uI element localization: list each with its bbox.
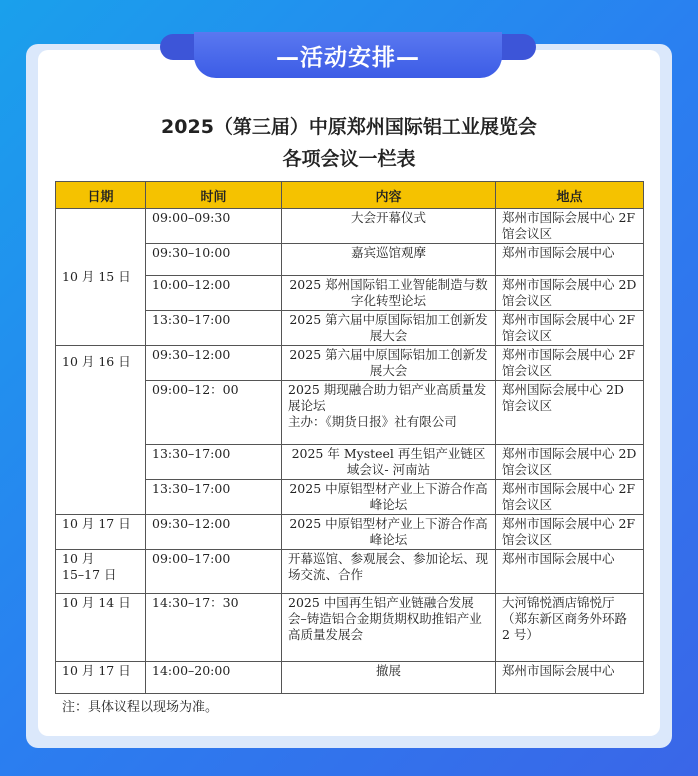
date-cell: 10 月 15–17 日	[56, 550, 146, 594]
table-row	[56, 515, 644, 550]
time-cell: 10:00–12:00	[146, 276, 282, 311]
header-time: 时间	[146, 182, 282, 209]
date-cell: 10 月 15 日	[56, 209, 146, 346]
content-cell: 大会开幕仪式	[282, 209, 496, 244]
time-cell: 09:30–12:00	[146, 515, 282, 550]
place-cell: 郑州市国际会展中心 2F 馆会议区	[496, 209, 644, 244]
content-cell: 嘉宾巡馆观摩	[282, 244, 496, 276]
place-cell: 郑州市国际会展中心 2D 馆会议区	[496, 445, 644, 480]
header-place: 地点	[496, 182, 644, 209]
content-cell: 2025 第六届中原国际铝加工创新发展大会	[282, 346, 496, 381]
time-cell: 14:00–20:00	[146, 662, 282, 694]
table-header-row	[56, 182, 644, 209]
place-cell: 郑州市国际会展中心	[496, 244, 644, 276]
time-cell: 09:00–17:00	[146, 550, 282, 594]
content-cell: 2025 年 Mysteel 再生铝产业链区域会议- 河南站	[282, 445, 496, 480]
time-cell: 13:30–17:00	[146, 445, 282, 480]
content-cell: 2025 郑州国际铝工业智能制造与数字化转型论坛	[282, 276, 496, 311]
content-cell: 撤展	[282, 662, 496, 694]
table-row	[56, 594, 644, 662]
time-cell: 13:30–17:00	[146, 480, 282, 515]
date-cell: 10 月 16 日	[56, 346, 146, 515]
time-cell: 13:30–17:00	[146, 311, 282, 346]
place-cell: 郑州市国际会展中心 2F 馆会议区	[496, 480, 644, 515]
content-cell: 2025 中国再生铝产业链融合发展会–铸造铝合金期货期权助推铝产业高质量发展会	[282, 594, 496, 662]
place-cell: 郑州市国际会展中心 2F 馆会议区	[496, 311, 644, 346]
place-cell: 郑州市国际会展中心 2F 馆会议区	[496, 515, 644, 550]
schedule-table	[55, 181, 644, 694]
content-cell: 2025 期现融合助力铝产业高质量发展论坛 主办：《期货日报》社有限公司	[282, 381, 496, 445]
time-cell: 09:30–10:00	[146, 244, 282, 276]
page-subtitle: 各项会议一栏表	[282, 148, 416, 170]
content-cell: 2025 中原铝型材产业上下游合作高峰论坛	[282, 480, 496, 515]
place-cell: 郑州市国际会展中心	[496, 662, 644, 694]
place-cell: 郑州市国际会展中心 2F 馆会议区	[496, 346, 644, 381]
footnote: 注：具体议程以现场为准。	[62, 700, 219, 715]
content-cell: 开幕巡馆、参观展会、参加论坛、现场交流、合作	[282, 550, 496, 594]
page-title: 2025（第三届）中原郑州国际铝工业展览会	[161, 116, 537, 138]
header-content: 内容	[282, 182, 496, 209]
place-cell: 郑州市国际会展中心	[496, 550, 644, 594]
place-cell: 郑州国际会展中心 2D 馆会议区	[496, 381, 644, 445]
table-row	[56, 662, 644, 694]
date-cell: 10 月 17 日	[56, 515, 146, 550]
place-cell: 大河锦悦酒店锦悦厅（郑东新区商务外环路 2 号）	[496, 594, 644, 662]
time-cell: 14:30–17：30	[146, 594, 282, 662]
header-date: 日期	[56, 182, 146, 209]
time-cell: 09:00–12：00	[146, 381, 282, 445]
time-cell: 09:00–09:30	[146, 209, 282, 244]
table-row	[56, 209, 644, 244]
date-cell: 10 月 14 日	[56, 594, 146, 662]
content-cell: 2025 第六届中原国际铝加工创新发展大会	[282, 311, 496, 346]
table-row	[56, 550, 644, 594]
date-cell: 10 月 17 日	[56, 662, 146, 694]
content-cell: 2025 中原铝型材产业上下游合作高峰论坛	[282, 515, 496, 550]
banner-tab: —活动安排—	[194, 32, 502, 78]
table-row	[56, 346, 644, 381]
time-cell: 09:30–12:00	[146, 346, 282, 381]
place-cell: 郑州市国际会展中心 2D 馆会议区	[496, 276, 644, 311]
